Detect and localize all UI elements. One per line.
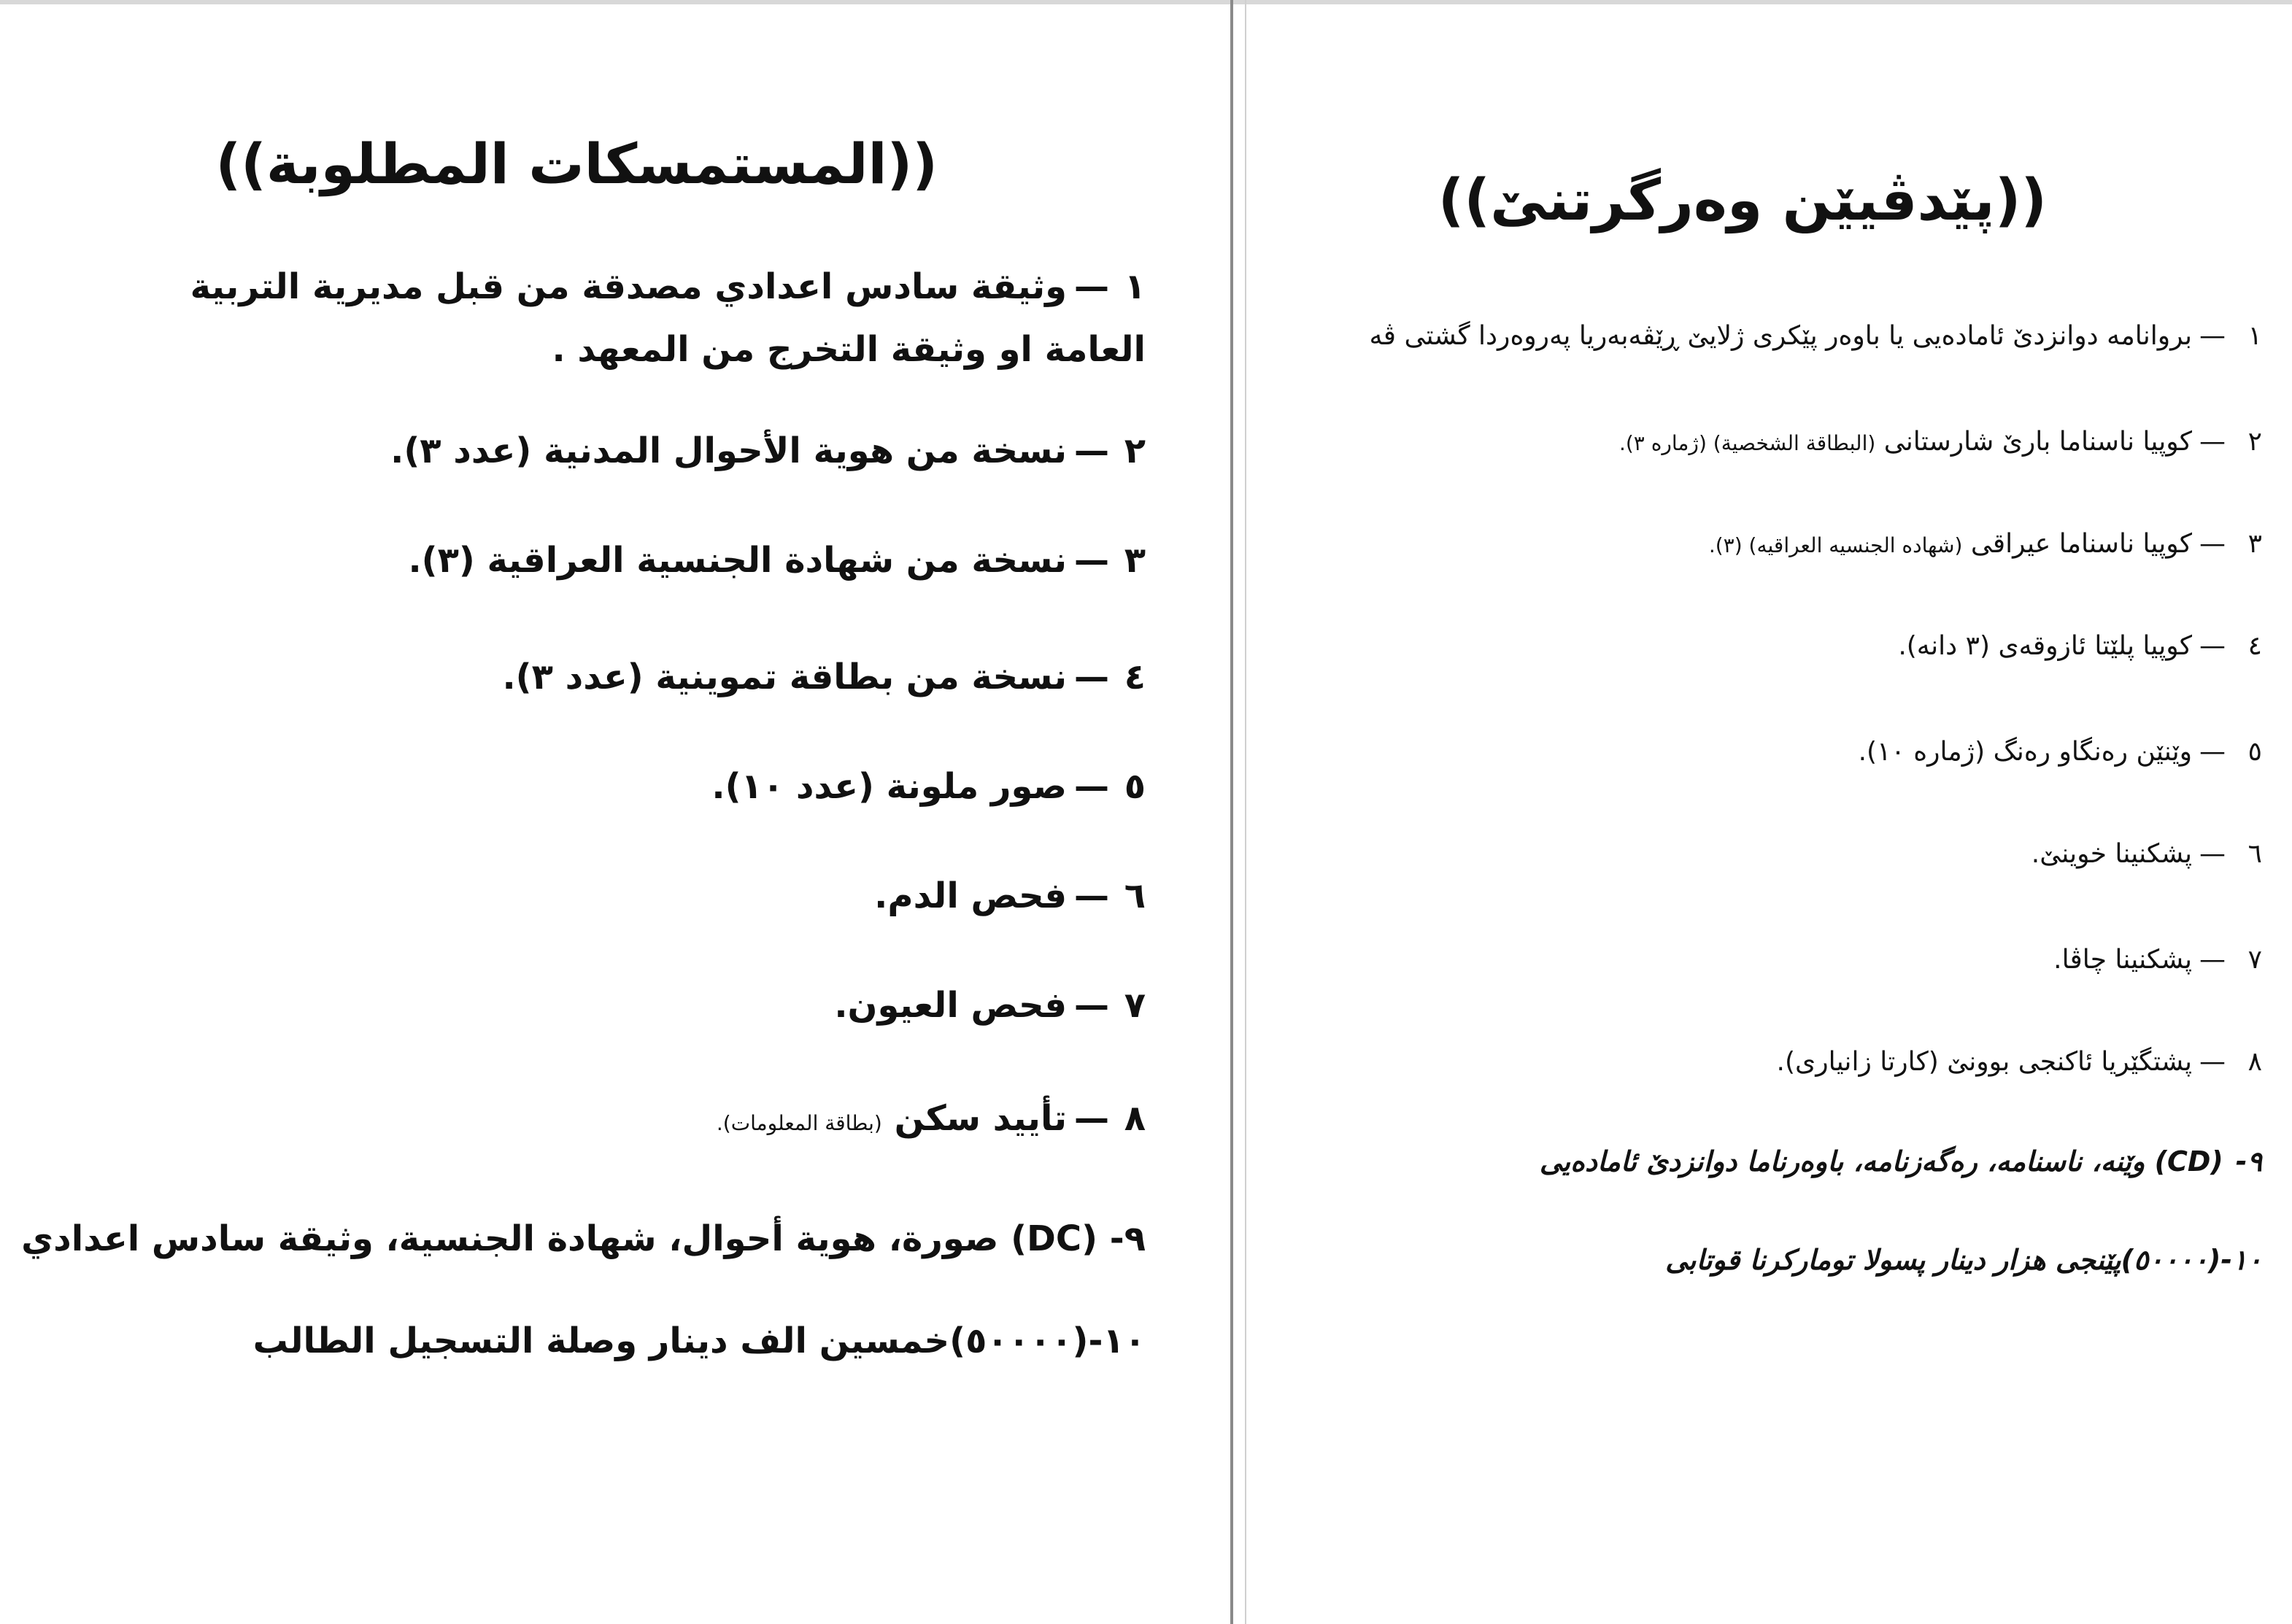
item-number: ٩- xyxy=(2235,1145,2262,1178)
item-number: ٢ xyxy=(2247,427,2262,457)
kurdish-item-5 xyxy=(1859,737,2262,767)
arabic-item-10 xyxy=(253,1321,1146,1361)
arabic-item-5 xyxy=(711,766,1146,807)
arabic-item-3 xyxy=(408,540,1146,581)
item-dash: — xyxy=(1074,540,1109,581)
item-dash: — xyxy=(1074,657,1109,697)
item-text: پشکنینا چاڤا. xyxy=(2053,945,2192,975)
item-number: ٥ xyxy=(2247,737,2262,767)
item-dash: — xyxy=(2199,945,2226,975)
item-text: بروانامە دوانزدێ ئامادەیی یا باوەر پێکری ژلایێ ڕێڤەبەریا پەروەردا گشتی ڤە xyxy=(1369,321,2192,351)
item-text: وثيقة سادس اعدادي مصدقة من قبل مديرية التربية العامة او وثيقة التخرج من المعهد . xyxy=(190,266,1146,370)
item-number: ٤ xyxy=(1124,657,1146,697)
item-text: کوپیا ناسناما بارێ شارستانی xyxy=(1883,427,2192,457)
item-number: ١ xyxy=(2247,321,2262,351)
kurdish-title: ((پێدڤیێن وەرگرتنێ)) xyxy=(1438,168,2047,233)
item-number: ٤ xyxy=(2247,631,2262,661)
item-dash: — xyxy=(2199,839,2226,869)
item-text: نسخة من هوية الأحوال المدنية (عدد ٣). xyxy=(390,430,1067,471)
item-text: وێنێن رەنگاو رەنگ (ژمارە ١٠). xyxy=(1858,737,2192,767)
item-number: ١٠- xyxy=(2220,1244,2262,1276)
arabic-item-7 xyxy=(834,985,1146,1026)
arabic-item-4 xyxy=(502,657,1146,697)
kurdish-item-10 xyxy=(1665,1244,2262,1276)
item-note: (بطاقة المعلومات). xyxy=(716,1111,882,1135)
arabic-item-2 xyxy=(390,430,1146,471)
arabic-title: ((المستمسكات المطلوبة)) xyxy=(215,131,938,196)
item-number: ٩- xyxy=(1109,1218,1146,1259)
item-text: (٥٠٠٠٠)پێنجی هزار دینار پسولا تومارکرنا قوتابی xyxy=(1665,1244,2221,1276)
item-text: فحص الدم. xyxy=(874,875,1067,916)
page-fold-shadow xyxy=(1245,0,1246,1624)
item-text: فحص العيون. xyxy=(834,985,1067,1026)
item-dash: — xyxy=(1074,766,1109,807)
kurdish-item-6 xyxy=(2031,839,2262,869)
item-dash: — xyxy=(2199,529,2226,559)
arabic-requirements-panel xyxy=(21,0,1146,1624)
item-text: پشکنینا خوینێ. xyxy=(2031,839,2192,869)
item-number: ١ xyxy=(1124,266,1146,307)
item-dash: — xyxy=(2199,631,2226,661)
arabic-item-6 xyxy=(874,875,1146,916)
item-text: (٥٠٠٠٠)خمسين الف دينار وصلة التسجيل الطالب xyxy=(252,1321,1089,1361)
page-fold-divider xyxy=(1230,0,1233,1624)
item-dash: — xyxy=(2199,427,2226,457)
item-text: (DC) صورة، هوية أحوال، شهادة الجنسية، وثيقة سادس اعدادي xyxy=(21,1218,1098,1259)
item-dash: — xyxy=(1074,985,1109,1026)
item-number: ٨ xyxy=(1124,1098,1146,1139)
item-number: ٦ xyxy=(2247,839,2262,869)
item-number: ٢ xyxy=(1124,430,1146,471)
arabic-item-9 xyxy=(21,1218,1146,1259)
kurdish-item-8 xyxy=(1777,1047,2262,1077)
kurdish-requirements-panel xyxy=(1262,0,2262,1624)
item-number: ٣ xyxy=(1124,540,1146,581)
item-dash: — xyxy=(2199,737,2226,767)
item-note: (شهاده الجنسیه العراقیه) (٣). xyxy=(1708,533,1963,557)
item-number: ٧ xyxy=(2247,945,2262,975)
item-dash: — xyxy=(1074,1098,1109,1139)
item-number: ٨ xyxy=(2247,1047,2262,1077)
item-dash: — xyxy=(1074,430,1109,471)
item-dash: — xyxy=(1074,875,1109,916)
item-text: کوپیا پلێتا ئازوقەی (٣ دانە). xyxy=(1898,631,2192,661)
item-text: پشتگێریا ئاکنجی بوونێ (کارتا زانیاری). xyxy=(1776,1047,2192,1077)
kurdish-item-7 xyxy=(2053,945,2262,975)
item-text: نسخة من شهادة الجنسية العراقية (٣). xyxy=(408,540,1067,581)
item-number: ٣ xyxy=(2247,529,2262,559)
arabic-item-1 xyxy=(175,255,1146,381)
item-note: (البطاقة الشخصية) (ژمارە ٣). xyxy=(1618,431,1876,455)
item-number: ٥ xyxy=(1124,766,1146,807)
item-dash: — xyxy=(2199,321,2226,351)
kurdish-item-9 xyxy=(1540,1145,2262,1178)
item-number: ١٠- xyxy=(1088,1321,1146,1361)
item-number: ٦ xyxy=(1124,875,1146,916)
kurdish-item-4 xyxy=(1898,631,2262,661)
arabic-item-8 xyxy=(717,1098,1146,1139)
item-number: ٧ xyxy=(1124,985,1146,1026)
kurdish-item-1 xyxy=(1370,321,2263,351)
item-text: صور ملونة (عدد ١٠). xyxy=(711,766,1067,807)
item-dash: — xyxy=(1074,266,1109,307)
item-text: نسخة من بطاقة تموينية (عدد ٣). xyxy=(502,657,1067,697)
item-text: (CD) وێنە، ناسنامە، رەگەزنامە، باوەرناما دوانزدێ ئامادەیی xyxy=(1539,1145,2223,1178)
kurdish-item-2 xyxy=(1619,427,2262,457)
kurdish-item-3 xyxy=(1709,529,2262,559)
item-dash: — xyxy=(2199,1047,2226,1077)
item-text: کوپیا ناسناما عیراقی xyxy=(1970,529,2192,559)
item-text: تأييد سكن xyxy=(894,1098,1067,1139)
